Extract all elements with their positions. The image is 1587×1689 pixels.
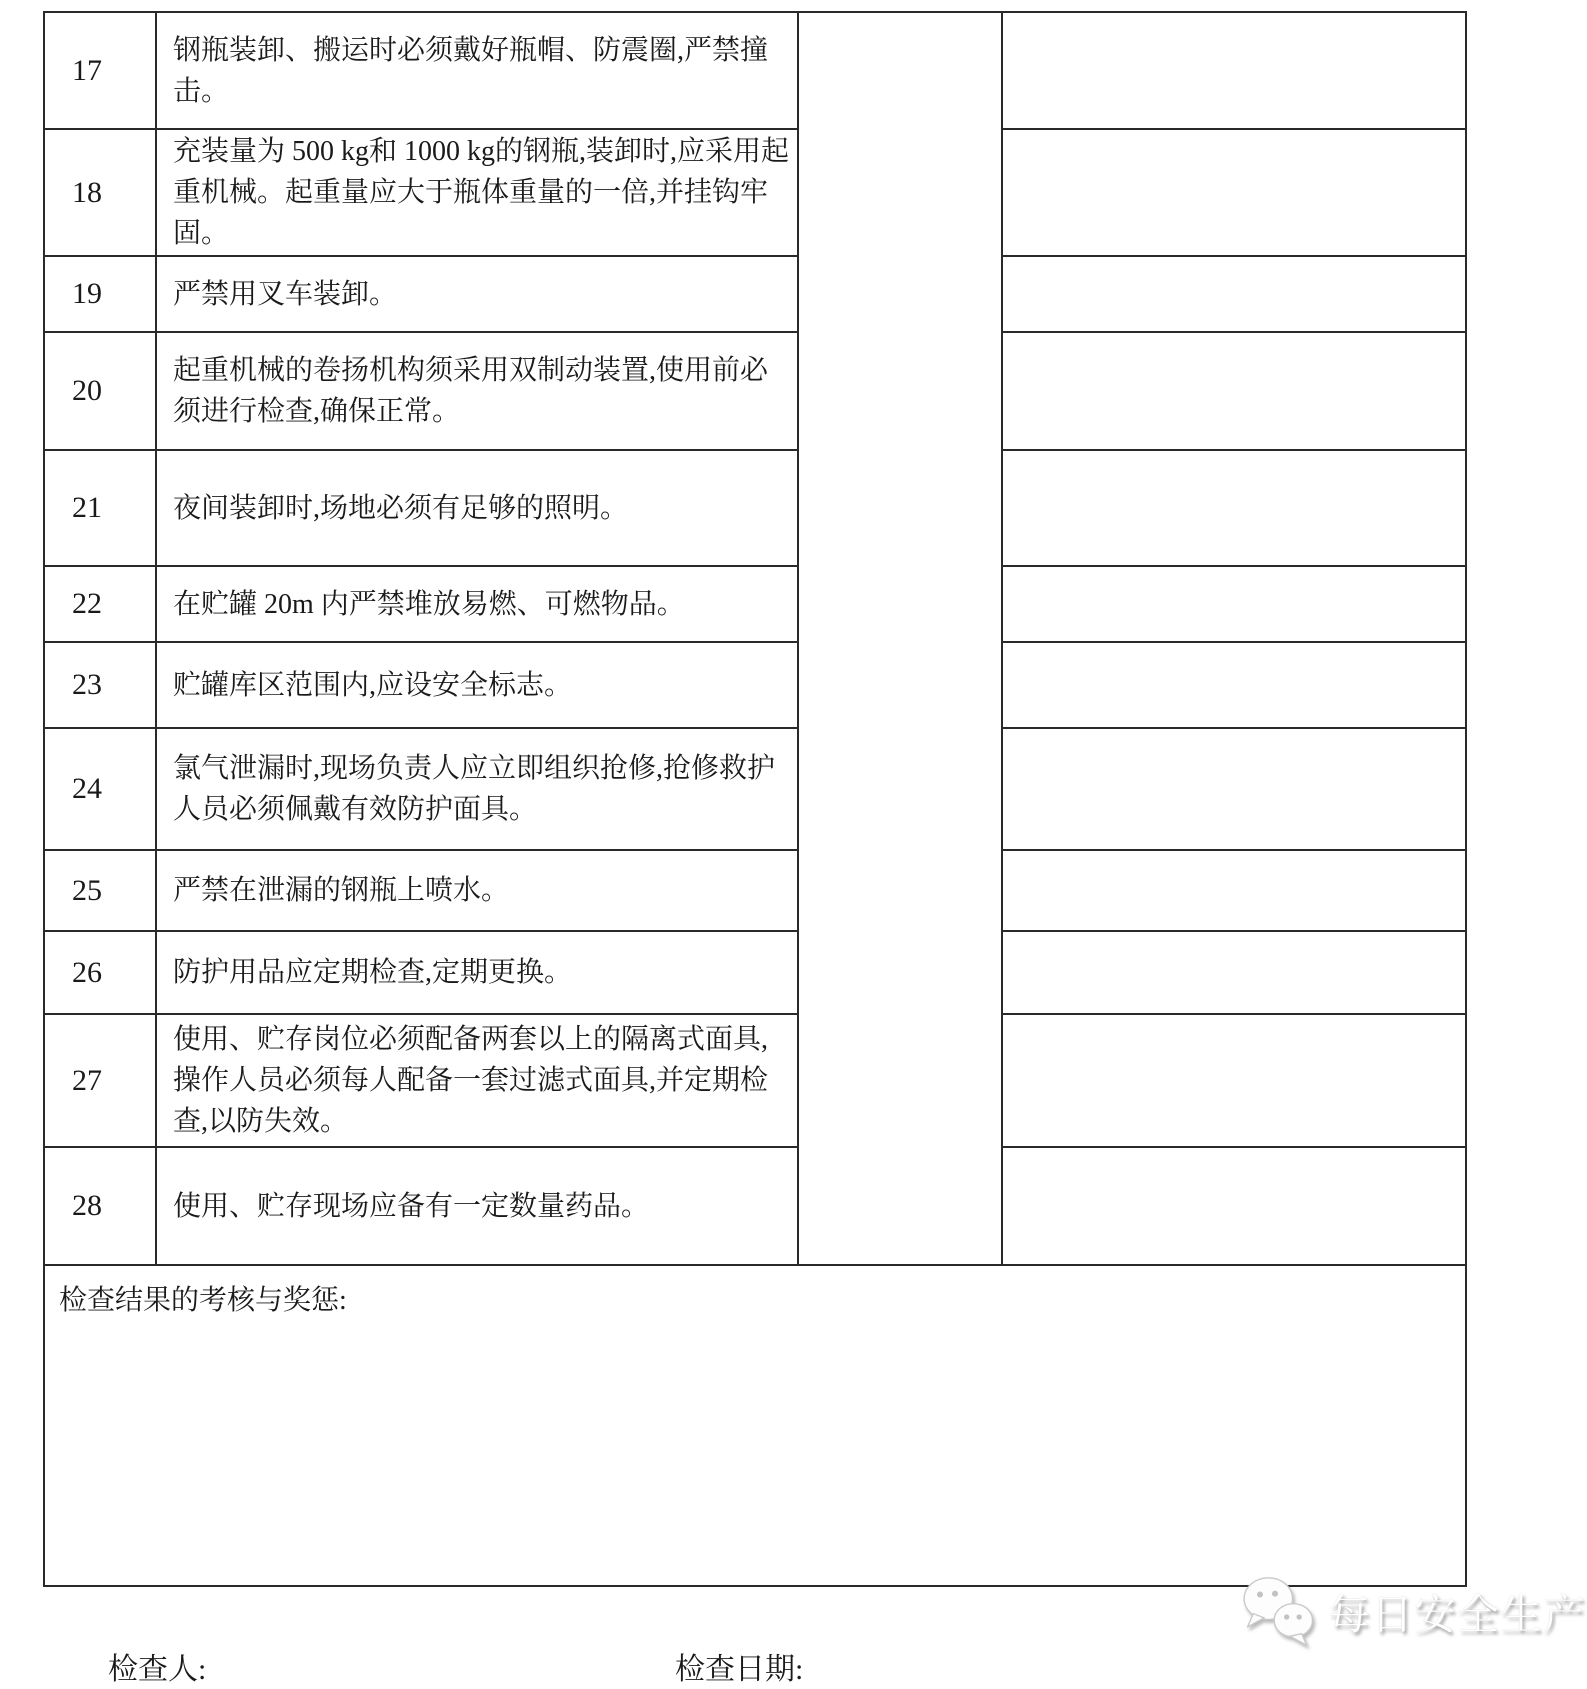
requirement-text-cell: 使用、贮存岗位必须配备两套以上的隔离式面具,操作人员必须每人配备一套过滤式面具,并定期检查,以防失效。 xyxy=(157,1015,799,1148)
result-cell xyxy=(1003,130,1465,257)
inspector-label: 检查人: xyxy=(108,1653,207,1686)
result-cell xyxy=(1003,932,1465,1015)
footer-assessment-label: 检查结果的考核与奖惩: xyxy=(59,1285,347,1316)
requirement-text-cell: 氯气泄漏时,现场负责人应立即组织抢修,抢修救护人员必须佩戴有效防护面具。 xyxy=(157,729,799,851)
result-cell xyxy=(1003,333,1465,451)
result-cell xyxy=(1003,1148,1465,1266)
requirement-text-cell: 在贮罐 20m 内严禁堆放易燃、可燃物品。 xyxy=(157,567,799,643)
result-cell xyxy=(1003,451,1465,567)
row-number-cell: 23 xyxy=(45,643,157,729)
requirement-text-cell: 充装量为 500 kg和 1000 kg的钢瓶,装卸时,应采用起重机械。起重量应大于瓶体重量的一倍,并挂钩牢固。 xyxy=(157,130,799,257)
requirement-text-cell: 防护用品应定期检查,定期更换。 xyxy=(157,932,799,1015)
result-cell xyxy=(1003,13,1465,130)
result-cell xyxy=(1003,257,1465,333)
row-number-cell: 27 xyxy=(45,1015,157,1148)
row-number-cell: 18 xyxy=(45,130,157,257)
result-cell xyxy=(1003,567,1465,643)
status-column-cell xyxy=(799,13,1003,1266)
row-number-cell: 26 xyxy=(45,932,157,1015)
requirement-text-cell: 使用、贮存现场应备有一定数量药品。 xyxy=(157,1148,799,1266)
requirement-text-cell: 夜间装卸时,场地必须有足够的照明。 xyxy=(157,451,799,567)
row-number-cell: 24 xyxy=(45,729,157,851)
row-number-cell: 19 xyxy=(45,257,157,333)
result-cell xyxy=(1003,643,1465,729)
requirement-text-cell: 钢瓶装卸、搬运时必须戴好瓶帽、防震圈,严禁撞击。 xyxy=(157,13,799,130)
watermark-text: 每日安全生产 xyxy=(1328,1591,1587,1638)
row-number-cell: 25 xyxy=(45,851,157,932)
result-cell xyxy=(1003,1015,1465,1148)
wechat-logo-icon xyxy=(1238,1572,1322,1652)
footer-assessment-cell xyxy=(45,1266,1465,1585)
requirement-text-cell: 贮罐库区范围内,应设安全标志。 xyxy=(157,643,799,729)
requirement-text-cell: 严禁用叉车装卸。 xyxy=(157,257,799,333)
row-number-cell: 21 xyxy=(45,451,157,567)
row-number-cell: 28 xyxy=(45,1148,157,1266)
requirement-text-cell: 严禁在泄漏的钢瓶上喷水。 xyxy=(157,851,799,932)
safety-checklist-table xyxy=(43,11,1467,1587)
result-cell xyxy=(1003,851,1465,932)
requirement-text-cell: 起重机械的卷扬机构须采用双制动装置,使用前必须进行检查,确保正常。 xyxy=(157,333,799,451)
row-number-cell: 17 xyxy=(45,13,157,130)
watermark xyxy=(1238,1572,1586,1652)
row-number-cell: 20 xyxy=(45,333,157,451)
inspection-date-label: 检查日期: xyxy=(675,1653,804,1686)
result-cell xyxy=(1003,729,1465,851)
row-number-cell: 22 xyxy=(45,567,157,643)
